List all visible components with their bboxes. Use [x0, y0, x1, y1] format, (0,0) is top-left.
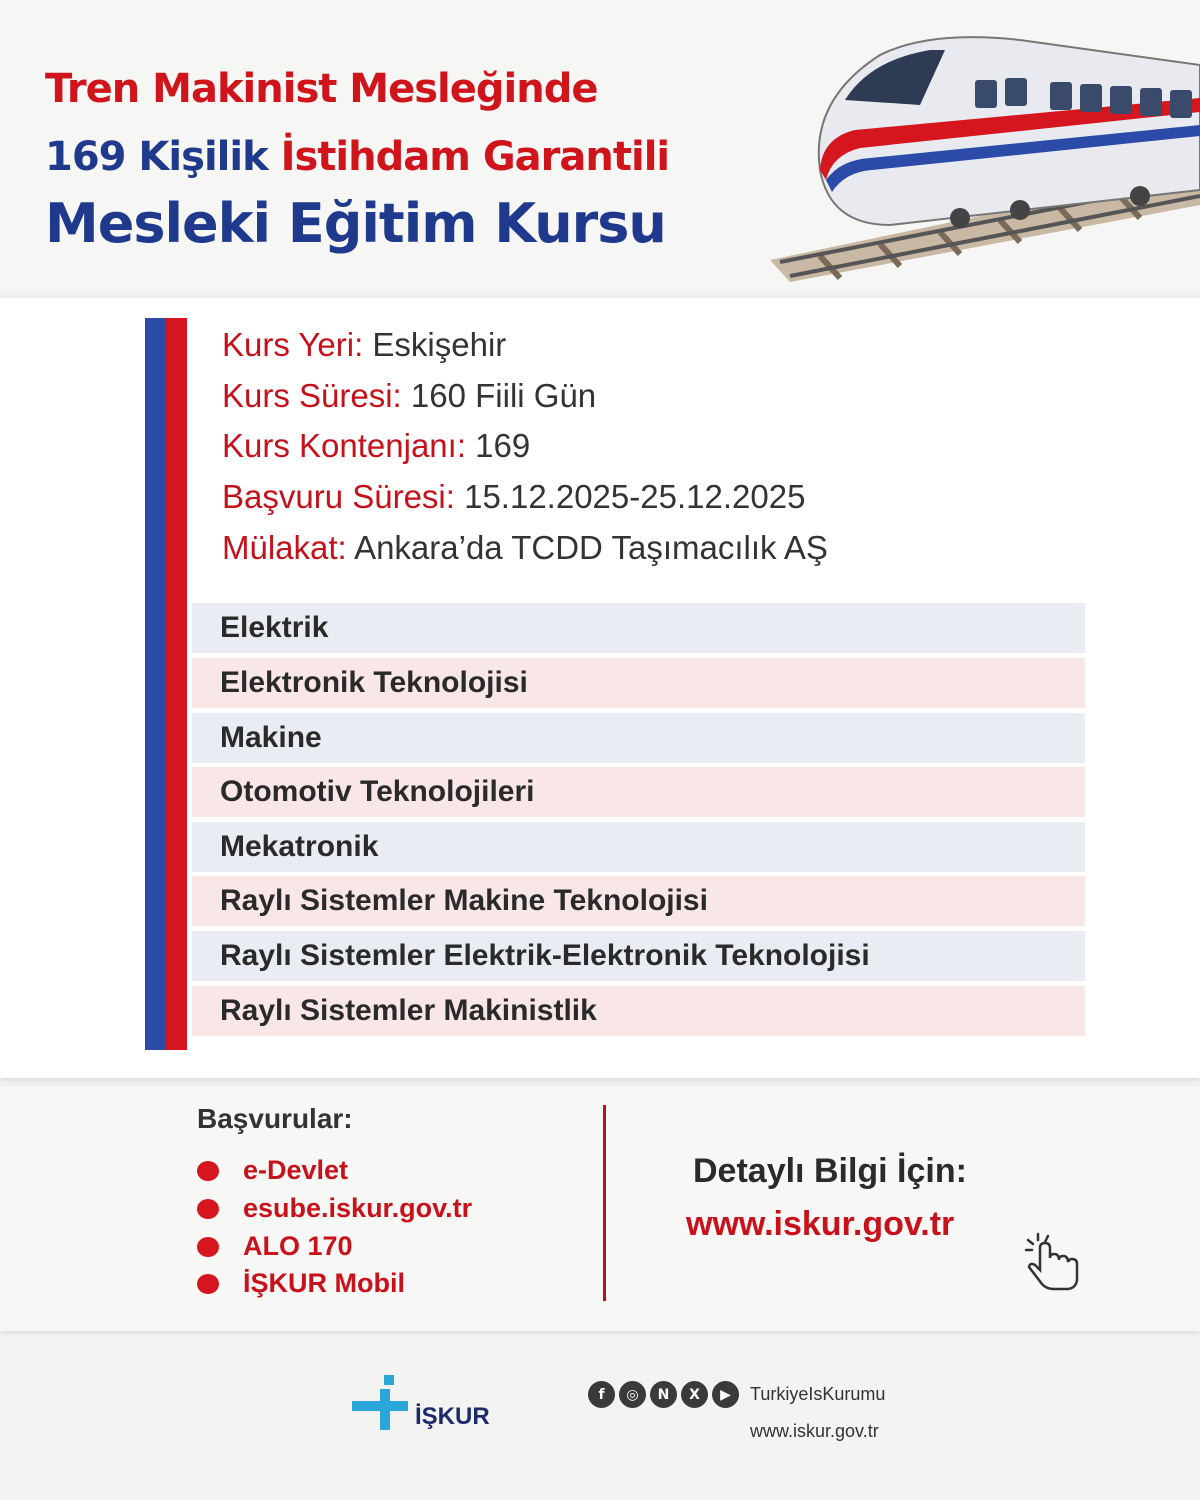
title-line-3: Mesleki Eğitim Kursu: [45, 192, 666, 255]
applications-title: Başvurular:: [197, 1103, 353, 1134]
info-application-period: Başvuru Süresi: 15.12.2025-25.12.2025: [222, 478, 806, 515]
info-course-quota: Kurs Kontenjanı: 169: [222, 427, 531, 464]
pointer-hand-icon: [1024, 1228, 1094, 1293]
department-row: Elektronik Teknolojisi: [192, 658, 1085, 708]
title-guarantee: İstihdam Garantili: [280, 134, 670, 180]
social-handle: TurkiyeIsKurumu: [750, 1384, 886, 1404]
section-divider: [603, 1105, 606, 1301]
accent-bar-blue: [145, 318, 165, 1050]
info-course-duration: Kurs Süresi: 160 Fiili Gün: [222, 377, 597, 414]
details-label: Detaylı Bilgi İçin:: [693, 1152, 967, 1190]
logo-text: İŞKUR: [415, 1403, 490, 1430]
department-row: Otomotiv Teknolojileri: [192, 767, 1085, 817]
title-line-1: Tren Makinist Mesleğinde: [45, 66, 598, 112]
department-row: Raylı Sistemler Elektrik-Elektronik Teknolojisi: [192, 931, 1085, 981]
info-interview: Mülakat: Ankara’da TCDD Taşımacılık AŞ: [222, 529, 828, 566]
applications-section: [0, 1086, 1200, 1331]
details-url-link[interactable]: www.iskur.gov.tr: [686, 1205, 955, 1243]
instagram-icon[interactable]: ◎: [619, 1381, 646, 1408]
department-row: Elektrik: [192, 603, 1085, 653]
bullet-icon: [197, 1274, 219, 1294]
bullet-icon: [197, 1237, 219, 1257]
youtube-icon[interactable]: ▶: [712, 1381, 739, 1408]
facebook-icon[interactable]: f: [588, 1381, 615, 1408]
application-item-edevlet[interactable]: e-Devlet: [243, 1155, 349, 1185]
x-icon[interactable]: X: [681, 1381, 708, 1408]
application-item-alo170: ALO 170: [243, 1231, 353, 1261]
title-count: 169 Kişilik: [45, 134, 281, 180]
info-course-location: Kurs Yeri: Eskişehir: [222, 326, 507, 363]
department-row: Raylı Sistemler Makinistlik: [192, 986, 1085, 1036]
bullet-icon: [197, 1199, 219, 1219]
accent-bar-red: [165, 318, 187, 1050]
bullet-icon: [197, 1161, 219, 1181]
social-icons: [588, 1381, 739, 1409]
footer-url-link[interactable]: www.iskur.gov.tr: [750, 1421, 879, 1441]
department-row: Makine: [192, 713, 1085, 763]
application-item-mobile[interactable]: İŞKUR Mobil: [243, 1268, 405, 1298]
application-item-esube[interactable]: esube.iskur.gov.tr: [243, 1193, 473, 1223]
department-row: Mekatronik: [192, 822, 1085, 872]
title-line-2: [45, 134, 669, 180]
department-row: Raylı Sistemler Makine Teknolojisi: [192, 876, 1085, 926]
nsosyal-icon[interactable]: N: [650, 1381, 677, 1408]
iskur-logo: [350, 1375, 410, 1430]
train-illustration: [760, 20, 1200, 285]
